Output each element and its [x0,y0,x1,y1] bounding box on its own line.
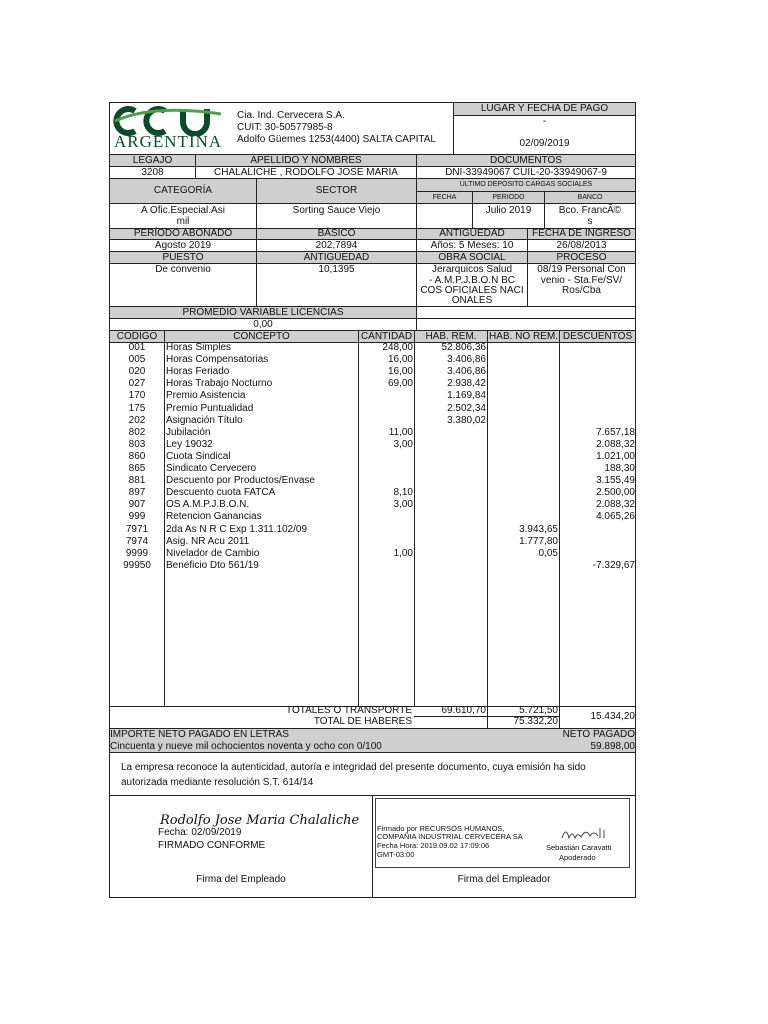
cell-concepto: OS A.M.P.J.B.O.N. [166,499,250,511]
cell-cantidad: 3,00 [393,438,413,450]
promedio-label: PROMEDIO VARIABLE LICENCIAS [182,307,344,318]
total-haberes: 75.332,20 [513,716,558,727]
nombre-value: CHALALICHE , RODOLFO JOSE MARIA [214,167,398,178]
payment-place: - [542,116,547,127]
categoria-value-line2: mil [176,216,190,227]
promedio-value: 0,00 [253,319,273,330]
periodo-label: PERIODO [492,194,525,201]
cell-codigo: 175 [128,402,146,414]
cell-codigo: 170 [128,390,146,402]
neto-pagado-label: NETO PAGADO [562,729,635,740]
nombre-label: APELLIDO Y NOMBRES [250,155,362,166]
neto-letras-label: IMPORTE NETO PAGADO EN LETRAS [110,729,289,740]
total-haberes-label: TOTAL DE HABERES [313,716,412,727]
col-concepto-header: CONCEPTO [233,331,290,342]
digital-sign-line3: Fecha Hora: 2019.09.02 17:09:06 [377,841,490,850]
cell-concepto: Nivelador de Cambio [166,547,260,559]
proceso-label: PROCESO [556,252,607,263]
cell-codigo: 907 [128,499,146,511]
antiguedad-value: Años: 5 Meses: 10 [430,240,514,251]
cell-concepto: Horas Compensatorias [166,354,269,366]
cell-concepto: Premio Puntualidad [166,402,254,414]
fecha-label: FECHA [432,194,457,201]
obra-social-line3: COS OFICIALES NACI [420,285,524,296]
obra-social-line1: Jerarquicos Salud [431,264,513,275]
periodo-value: Julio 2019 [485,205,532,216]
deposito-label: ÚLTIMO DEPÓSITO CARGAS SOCIALES [459,181,593,188]
cell-descuentos: 188,30 [604,463,635,474]
payment-label: LUGAR Y FECHA DE PAGO [480,103,609,114]
employer-signer-name: Sebastián Caravatti [546,843,612,852]
obra-social-label: OBRA SOCIAL [438,252,506,263]
cell-hab-rem: 2.502,34 [447,402,486,414]
employee-sign-label: Firma del Empleado [196,874,286,885]
cell-codigo: 99950 [123,559,151,571]
cell-codigo: 7974 [125,535,149,547]
cell-codigo: 802 [128,426,146,438]
employer-sign-label: Firma del Empleador [457,874,551,885]
banco-label: BANCO [577,194,603,201]
puesto-label: PUESTO [162,252,204,263]
logo-subtitle: ARGENTINA [114,132,223,151]
cell-concepto: Cuota Sindical [166,450,231,462]
cell-concepto: Descuento cuota FATCA [166,487,276,499]
cell-descuentos: 4.065,26 [596,511,635,523]
digital-sign-line1: Firmado por RECURSOS HUMANOS, [377,824,505,833]
cell-codigo: 7971 [125,523,149,535]
basico-value: 202,7894 [315,240,358,251]
cell-cantidad: 1,00 [393,547,413,559]
digital-sign-line4: GMT-03:00 [377,850,415,859]
employee-signature: Rodolfo Jose Maria Chalaliche [160,813,360,828]
cell-descuentos: 2.088,32 [596,438,635,450]
employee-sign-date: Fecha: 02/09/2019 [158,827,242,838]
col-codigo-header: CODIGO [116,331,158,342]
sector-value: Sorting Sauce Viejo [292,205,381,216]
neto-pagado-value: 59.898,00 [590,741,635,752]
cell-concepto: Retencion Ganancias [166,511,262,523]
periodo-abonado-label: PERÍODO ABONADO [133,228,233,239]
totales-transporte-label: TOTALES O TRANSPORTE [286,705,412,716]
col-cantidad-header: CANTIDAD [360,331,413,342]
col-hab-rem-header: HAB. REM. [425,331,477,342]
cell-hab-no-rem: 0,05 [538,547,558,559]
employer-signature-scribble [560,824,610,844]
company-name: Cia. Ind. Cervecera S.A. [237,110,345,121]
documentos-label: DOCUMENTOS [489,155,563,166]
cell-descuentos: 1.021,00 [596,450,635,462]
puesto-value: De convenio [155,264,211,275]
legajo-label: LEGAJO [132,155,173,166]
total-descuentos: 15.434,20 [590,711,635,722]
cell-cantidad: 3,00 [393,499,413,511]
cell-cantidad: 16,00 [387,366,413,378]
cell-codigo: 9999 [125,547,149,559]
cell-cantidad: 69,00 [387,378,413,390]
cell-hab-rem: 3.406,86 [447,354,486,366]
cell-concepto: Sindicato Cervecero [166,463,257,474]
total-hab-rem: 69.610,70 [441,705,486,716]
antiguedad2-value: 10,1395 [318,264,355,275]
cell-descuentos: -7.329,67 [592,559,635,571]
cell-concepto: Descuento por Productos/Envase [166,475,315,487]
neto-letras-value: Cincuenta y nueve mil ochocientos noventa y ocho con 0/100 [110,741,382,752]
cell-hab-rem: 2.938,42 [447,378,486,390]
cell-hab-rem: 3.406,86 [447,366,486,378]
cell-codigo: 005 [128,354,146,366]
cell-cantidad: 16,00 [387,354,413,366]
company-address: Adolfo Güemes 1253(4400) SALTA CAPITAL [237,134,436,145]
cell-concepto: Horas Simples [166,342,232,353]
cell-codigo: 881 [128,475,146,487]
cell-hab-rem: 52.806,36 [441,342,486,353]
periodo-abonado-value: Agosto 2019 [154,240,212,251]
col-hab-no-rem-header: HAB. NO REM. [489,331,558,342]
categoria-value-line1: A Ofic.Especial.Asi [141,205,225,216]
cell-codigo: 803 [128,438,146,450]
employee-sign-status: FIRMADO CONFORME [158,840,266,851]
cell-descuentos: 2.088,32 [596,499,635,511]
cell-descuentos: 3.155,49 [596,475,635,487]
cell-hab-rem: 3.380,02 [447,414,486,426]
cell-concepto: Premio Asistencia [166,390,246,402]
employer-signer-role: Apoderado [559,853,596,862]
cell-codigo: 999 [128,511,146,523]
cell-descuentos: 7.657,18 [596,426,635,438]
documentos-value: DNI-33949067 CUIL-20-33949067-9 [445,167,607,178]
proceso-line2: venio - Sta.Fe/SV/ [540,275,623,286]
proceso-line3: Ros/Cba [562,285,601,296]
basico-label: BÁSICO [317,228,356,239]
total-hab-no-rem: 5.721,50 [519,705,558,716]
cell-concepto: Horas Feriado [166,366,230,378]
cell-cantidad: 11,00 [388,426,413,438]
proceso-line1: 08/19 Personal Con [537,264,626,275]
antiguedad-label: ANTIGÜEDAD [439,228,505,239]
cell-codigo: 865 [128,463,146,474]
cell-concepto: Asignación Título [166,414,243,426]
cell-codigo: 202 [128,414,146,426]
cell-cantidad: 248,00 [382,342,413,353]
obra-social-line2: - A.M.P.J.B.O.N BC [429,275,515,286]
digital-sign-line2: COMPAÑIA INDUSTRIAL CERVECERA SA [377,832,523,841]
categoria-label: CATEGORÍA [153,185,213,196]
cell-codigo: 020 [128,366,146,378]
cell-concepto: Jubilación [166,426,211,438]
col-descuentos-header: DESCUENTOS [562,331,633,342]
cell-descuentos: 2.500,00 [596,487,635,499]
cell-hab-no-rem: 3.943,65 [519,523,558,535]
ingreso-value: 26/08/2013 [556,240,607,251]
company-cuit: CUIT: 30-50577985-8 [237,122,333,133]
cell-concepto: 2da As N R C Exp 1.311.102/09 [166,523,308,535]
cell-hab-no-rem: 1.777,80 [519,535,558,547]
cell-codigo: 001 [128,342,146,353]
antiguedad2-label: ANTIGÜEDAD [303,252,370,263]
cell-codigo: 027 [128,378,146,390]
cell-codigo: 860 [128,450,146,462]
sector-label: SECTOR [315,185,358,196]
cell-concepto: Asig. NR Acu 2011 [166,535,250,547]
payment-date: 02/09/2019 [519,138,570,149]
ingreso-label: FECHA DE INGRESO [532,228,631,239]
banco-value-line1: Bco. FrancÃ© [558,205,622,216]
cell-hab-rem: 1.169,84 [447,390,486,402]
cell-concepto: Horas Trabajo Nocturno [166,378,273,390]
banco-value-line2: s [587,216,593,227]
cell-concepto: Beneficio Dto 561/19 [166,559,259,571]
cell-codigo: 897 [128,487,146,499]
cell-cantidad: 8,10 [393,487,413,499]
cell-concepto: Ley 19032 [166,438,213,450]
legajo-value: 3208 [141,167,164,178]
disclaimer-text: La empresa reconoce la autenticidad, autoría e integridad del presente documento, cuya emisión ha sido autorizada mediante resolución S.T. 614/14 [121,762,586,788]
obra-social-line4: ONALES [451,295,493,306]
